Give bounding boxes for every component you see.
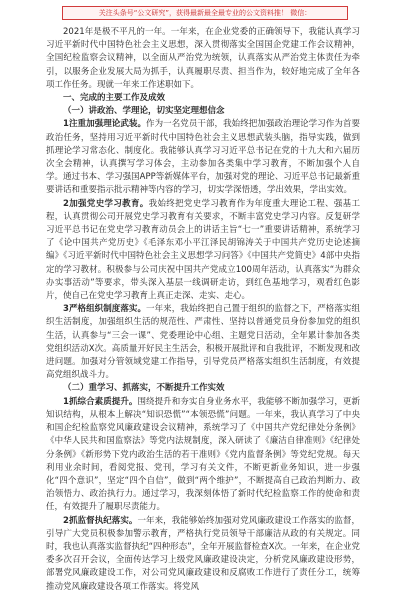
paragraph-body: 一年来，我始终把自己置于组织的监督之下，严格落实组织生活制度，加强组织生活的规范性、严肃性、坚持以普通党员身份参加党的组织生活，认真参与“三会一课”、党委理论中心组、主题党日活动，全年累计参加各类党组织活动X次。高质量开好民主生活会，积极开展批评和自我批评，不断发现和改进问题。加强对分管领域党建工作指导，引导党员严格落实组织生活制度，有效提高党组织战斗力。 bbox=[46, 304, 360, 381]
section-1-1-heading: （一）讲政治、学理论，切实坚定理想信念 bbox=[63, 106, 225, 117]
intro-paragraph: 2021年是极不平凡的一年。一年来，在企业党委的正确领导下，我能认真学习习近平新时代中国特色社会主义思想，深入贯彻落实全国国企党建工作会议精神，全国纪检监察会议精神，以全面从严治党为统领，认真落实从严治党主体责任为牵引，以服务企业发展大局为抓手，认真履职尽责、担当作为，较好地完成了全年各项工作任务。现就一年来工作述职如下。 bbox=[46, 27, 360, 90]
paragraph-party-history bbox=[46, 198, 360, 304]
paragraph-body: 作为一名党员干部，我始终把加强政治理论学习作为首要政治任务，坚持用习近平新时代中国特色社会主义思想武装头脑，指导实践，做到抓理论学习常态化、制度化。我能够认真学习习近平总书记在党的十九大和六届历次全会精神，认真撰写学习体会，主动参加各类集中学习教育，不断加强个人自学。通过书本、学习强国APP等新媒体平台，加强对党的理论、习近平总书记最新重要讲话和重要指示批示精神等内容的学习，切实学深悟透，学出效果，学出实效。 bbox=[46, 119, 360, 196]
paragraph-body: 一年来，我能够始终加强对党风廉政建设工作落实的监督，引导广大党员积极参加警示教育，严格执行党员领导干部廉洁从政的有关规定。同时，我也认真落实监督执纪“四种形态”，全年开展监督检查X次。一年来，在企业党委多次召开会议，全面传达学习上级党风廉政建设决定，分析党风廉政建设形势，部署党风廉政建设工作，对公司党风廉政建设和反腐败工作进行了责任分工，统筹推动党风廉政建设各项工作落实。将党风 bbox=[46, 515, 360, 592]
paragraph-supervision bbox=[46, 515, 360, 594]
paragraph-lead: 2抓监督执纪落实。 bbox=[63, 515, 138, 526]
paragraph-body: 我始终把党史学习教育作为年度重大理论工程、强基工程，认真贯彻公司开展党史学习教育有关要求，不断丰富党史学习内容。反复研学习近平总书记在党史学习教育动员会上的讲话主旨“七一”重要讲话精神，系统学习了《论中国共产党历史》《毛泽东邓小平江泽民胡锦涛关于中国共产党历史论述摘编》《习近平新时代中国特色社会主义思想学习问答》《中国共产党简史》4部中央指定的学习教材。积极参与公司庆祝中国共产党成立100周年活动，认真落实“为群众办实事活动”等要求，带头深入基层一线调研走访，到红色基地学习，观看红色影片，使自己在党史学习教育上真正走深、走实、走心。 bbox=[46, 198, 360, 302]
document-page bbox=[46, 26, 360, 592]
paragraph-lead: 2加强党史学习教育。 bbox=[63, 198, 149, 209]
paragraph-body: 围绕提升和夯实自身业务水平，我能够不断加强学习，更新知识结构，从根本上解决“知识恐慌”“本领恐慌”问题。一年来，我认真学习了中央和国企纪检监察党风廉政建设会议精神，系统学习了《中国共产党纪律处分条例》《中华人民共和国监察法》等党内法规制度，深入研读了《廉洁自律准则》《纪律处分条例》《新形势下党内政治生活的若干准则》《党内监督条例》等党纪党规。每天利用业余时间，看阅党报、党刊，学习有关文件，不断更新业务知识，进一步强化“四个意识”，坚定“四个自信”，做到“两个维护”，不断提高自己政治判断力、政治领悟力、政治执行力。通过学习，我深刻体悟了新时代纪检监察工作的使命和责任，有效提升了履职尽责能力。 bbox=[46, 396, 360, 513]
paragraph-lead: 1抓综合素质提升。 bbox=[63, 396, 138, 407]
section-1-heading: 一、完成的主要工作及成效 bbox=[63, 93, 166, 104]
paragraph-lead: 3严格组织制度落实。 bbox=[63, 304, 147, 315]
paragraph-lead: 1注重加强理论武装。 bbox=[63, 119, 147, 130]
paragraph-organization-system bbox=[46, 303, 360, 382]
paragraph-quality-improvement bbox=[46, 396, 360, 515]
header-banner[interactable] bbox=[62, 6, 348, 20]
banner-text: 关注头条号“公文研究”，获得最新最全最专业的公文资料推！ 微信： bbox=[98, 9, 312, 17]
section-1-2-heading: （二）重学习、抓落实，不断提升工作实效 bbox=[63, 383, 225, 394]
paragraph-theory-study bbox=[46, 118, 360, 197]
